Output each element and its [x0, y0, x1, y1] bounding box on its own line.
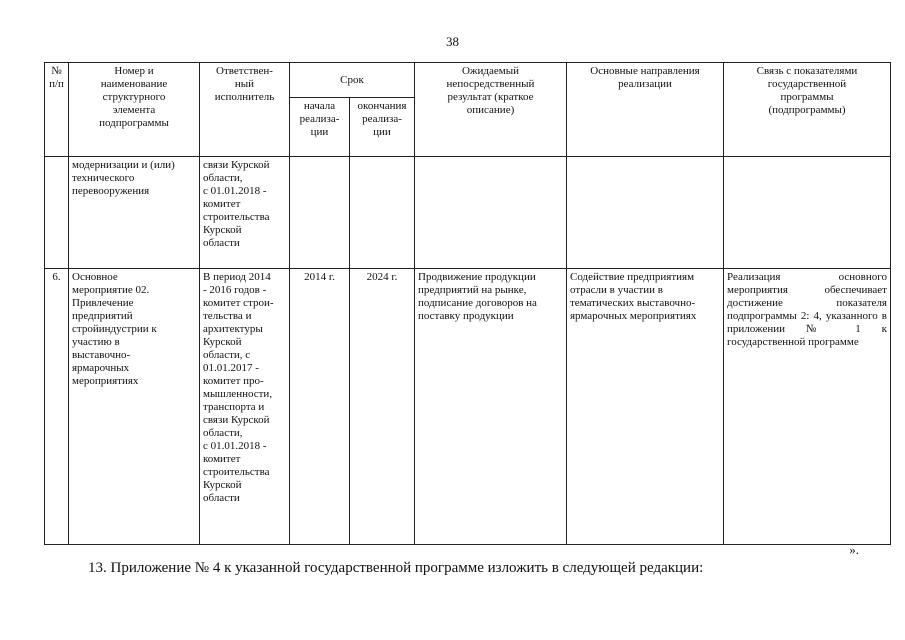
cell-name: модернизации и (или) технического перевооружения	[69, 157, 200, 269]
cell-directions: Содействие предприятиям отрасли в участии в тематических выставочно- ярмарочных мероприятиях	[567, 269, 724, 545]
header-term-start: начала реализа- ции	[290, 98, 350, 157]
cell-start: 2014 г.	[290, 269, 350, 545]
cell-directions	[567, 157, 724, 269]
table-row	[45, 269, 891, 545]
cell-start	[290, 157, 350, 269]
program-table	[44, 62, 891, 545]
header-name: Номер и наименование структурного элемента подпрограммы	[69, 63, 200, 157]
header-responsible: Ответствен- ный исполнитель	[200, 63, 290, 157]
page-number: 38	[446, 34, 459, 49]
table-row	[45, 157, 891, 269]
header-directions: Основные направления реализации	[567, 63, 724, 157]
header-term: Срок	[290, 63, 415, 98]
cell-responsible: В период 2014 - 2016 годов - комитет строи- тельства и архитектуры Курской области, с 01.01.2017 - комитет про- мышленности, транспорта и связи Курской области, с 01.01.2018 - комитет строительства Курской области	[200, 269, 290, 545]
cell-end: 2024 г.	[350, 269, 415, 545]
cell-name: Основное мероприятие 02. Привлечение предприятий стройиндустрии к участию в выставочно- ярмарочных мероприятиях	[69, 269, 200, 545]
cell-link	[724, 157, 891, 269]
instruction-paragraph: 13. Приложение № 4 к указанной государственной программе изложить в следующей редакции:	[88, 560, 704, 576]
header-expected: Ожидаемый непосредственный результат (краткое описание)	[415, 63, 567, 157]
header-term-end: окончания реализа- ции	[350, 98, 415, 157]
header-num: № п/п	[45, 63, 69, 157]
cell-responsible: связи Курской области, с 01.01.2018 - комитет строительства Курской области	[200, 157, 290, 269]
cell-link: Реализация основного мероприятия обеспечивает достижение показателя подпрограммы 2: 4, указанного в приложении № 1 к государственной программе	[724, 269, 891, 545]
cell-num: 6.	[45, 269, 69, 545]
cell-expected	[415, 157, 567, 269]
cell-end	[350, 157, 415, 269]
closing-quote-mark: ».	[849, 542, 859, 557]
cell-num	[45, 157, 69, 269]
cell-expected: Продвижение продукции предприятий на рынке, подписание договоров на поставку продукции	[415, 269, 567, 545]
header-link: Связь с показателями государственной программы (подпрограммы)	[724, 63, 891, 157]
